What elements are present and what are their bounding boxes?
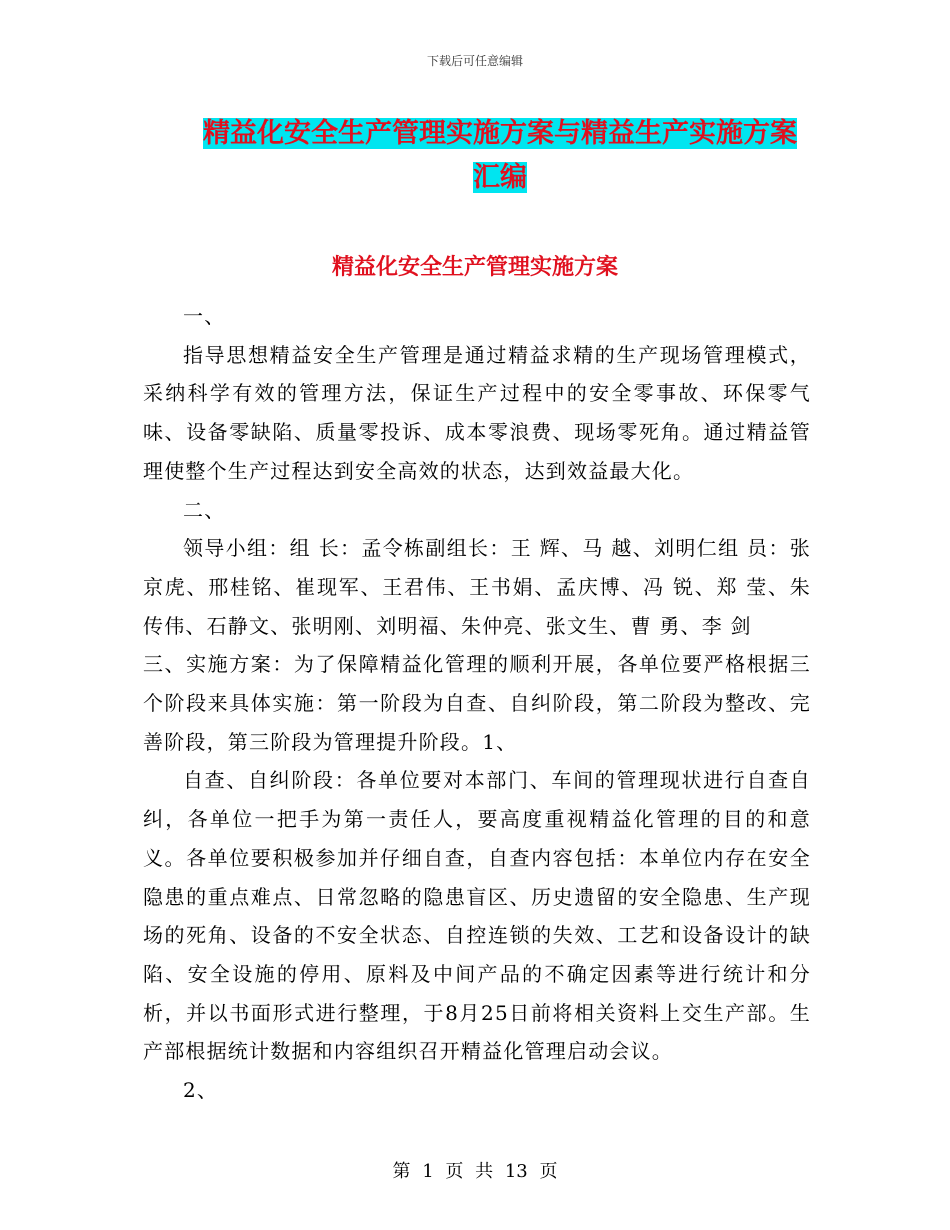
paragraph-heading-1: 一、 <box>183 304 226 328</box>
document-body <box>143 297 811 1110</box>
paragraph-heading-2: 二、 <box>183 497 226 522</box>
page-footer: 第 1 页 共 13 页 <box>392 1161 558 1182</box>
paragraph-leadership-group: 领导小组：组 长：孟令栋副组长：王 辉、马 越、刘明仁组 员：张京虎、邢桂铭、崔现军、王君伟、王书娟、孟庆博、冯 锐、郑 莹、朱传伟、石静文、张明刚、刘明福、朱仲亮、张文生、曹 勇、李 剑 <box>143 536 811 638</box>
page-header-note: 下载后可任意编辑 <box>426 54 523 68</box>
paragraph-self-inspection: 自查、自纠阶段：各单位要对本部门、车间的管理现状进行自查自纠，各单位一把手为第一责任人，要高度重视精益化管理的目的和意义。各单位要积极参加并仔细自查，自查内容包括：本单位内存在安全隐患的重点难点、日常忽略的隐患盲区、历史遗留的安全隐患、生产现场的死角、设备的不安全状态、自控连锁的失效、工艺和设备设计的缺陷、安全设施的停用、原料及中间产品的不确定因素等进行统计和分析，并以书面形式进行整理，于8月25日前将相关资料上交生产部。生产部根据统计数据和内容组织召开精益化管理启动会议。 <box>143 768 811 1064</box>
paragraph-implementation-plan: 三、实施方案：为了保障精益化管理的顺利开展，各单位要严格根据三个阶段来具体实施：第一阶段为自查、自纠阶段，第二阶段为整改、完善阶段，第三阶段为管理提升阶段。1、 <box>143 652 811 754</box>
document-title-text: 精益化安全生产管理实施方案与精益生产实施方案汇编 <box>203 118 797 193</box>
section-title: 精益化安全生产管理实施方案 <box>331 254 618 280</box>
paragraph-guiding-ideology: 指导思想精益安全生产管理是通过精益求精的生产现场管理模式，采纳科学有效的管理方法，保证生产过程中的安全零事故、环保零气味、设备零缺陷、质量零投诉、成本零浪费、现场零死角。通过精益管理使整个生产过程达到安全高效的状态，达到效益最大化。 <box>143 342 811 483</box>
document-title <box>190 112 810 200</box>
paragraph-heading-step-2: 2、 <box>183 1078 219 1103</box>
